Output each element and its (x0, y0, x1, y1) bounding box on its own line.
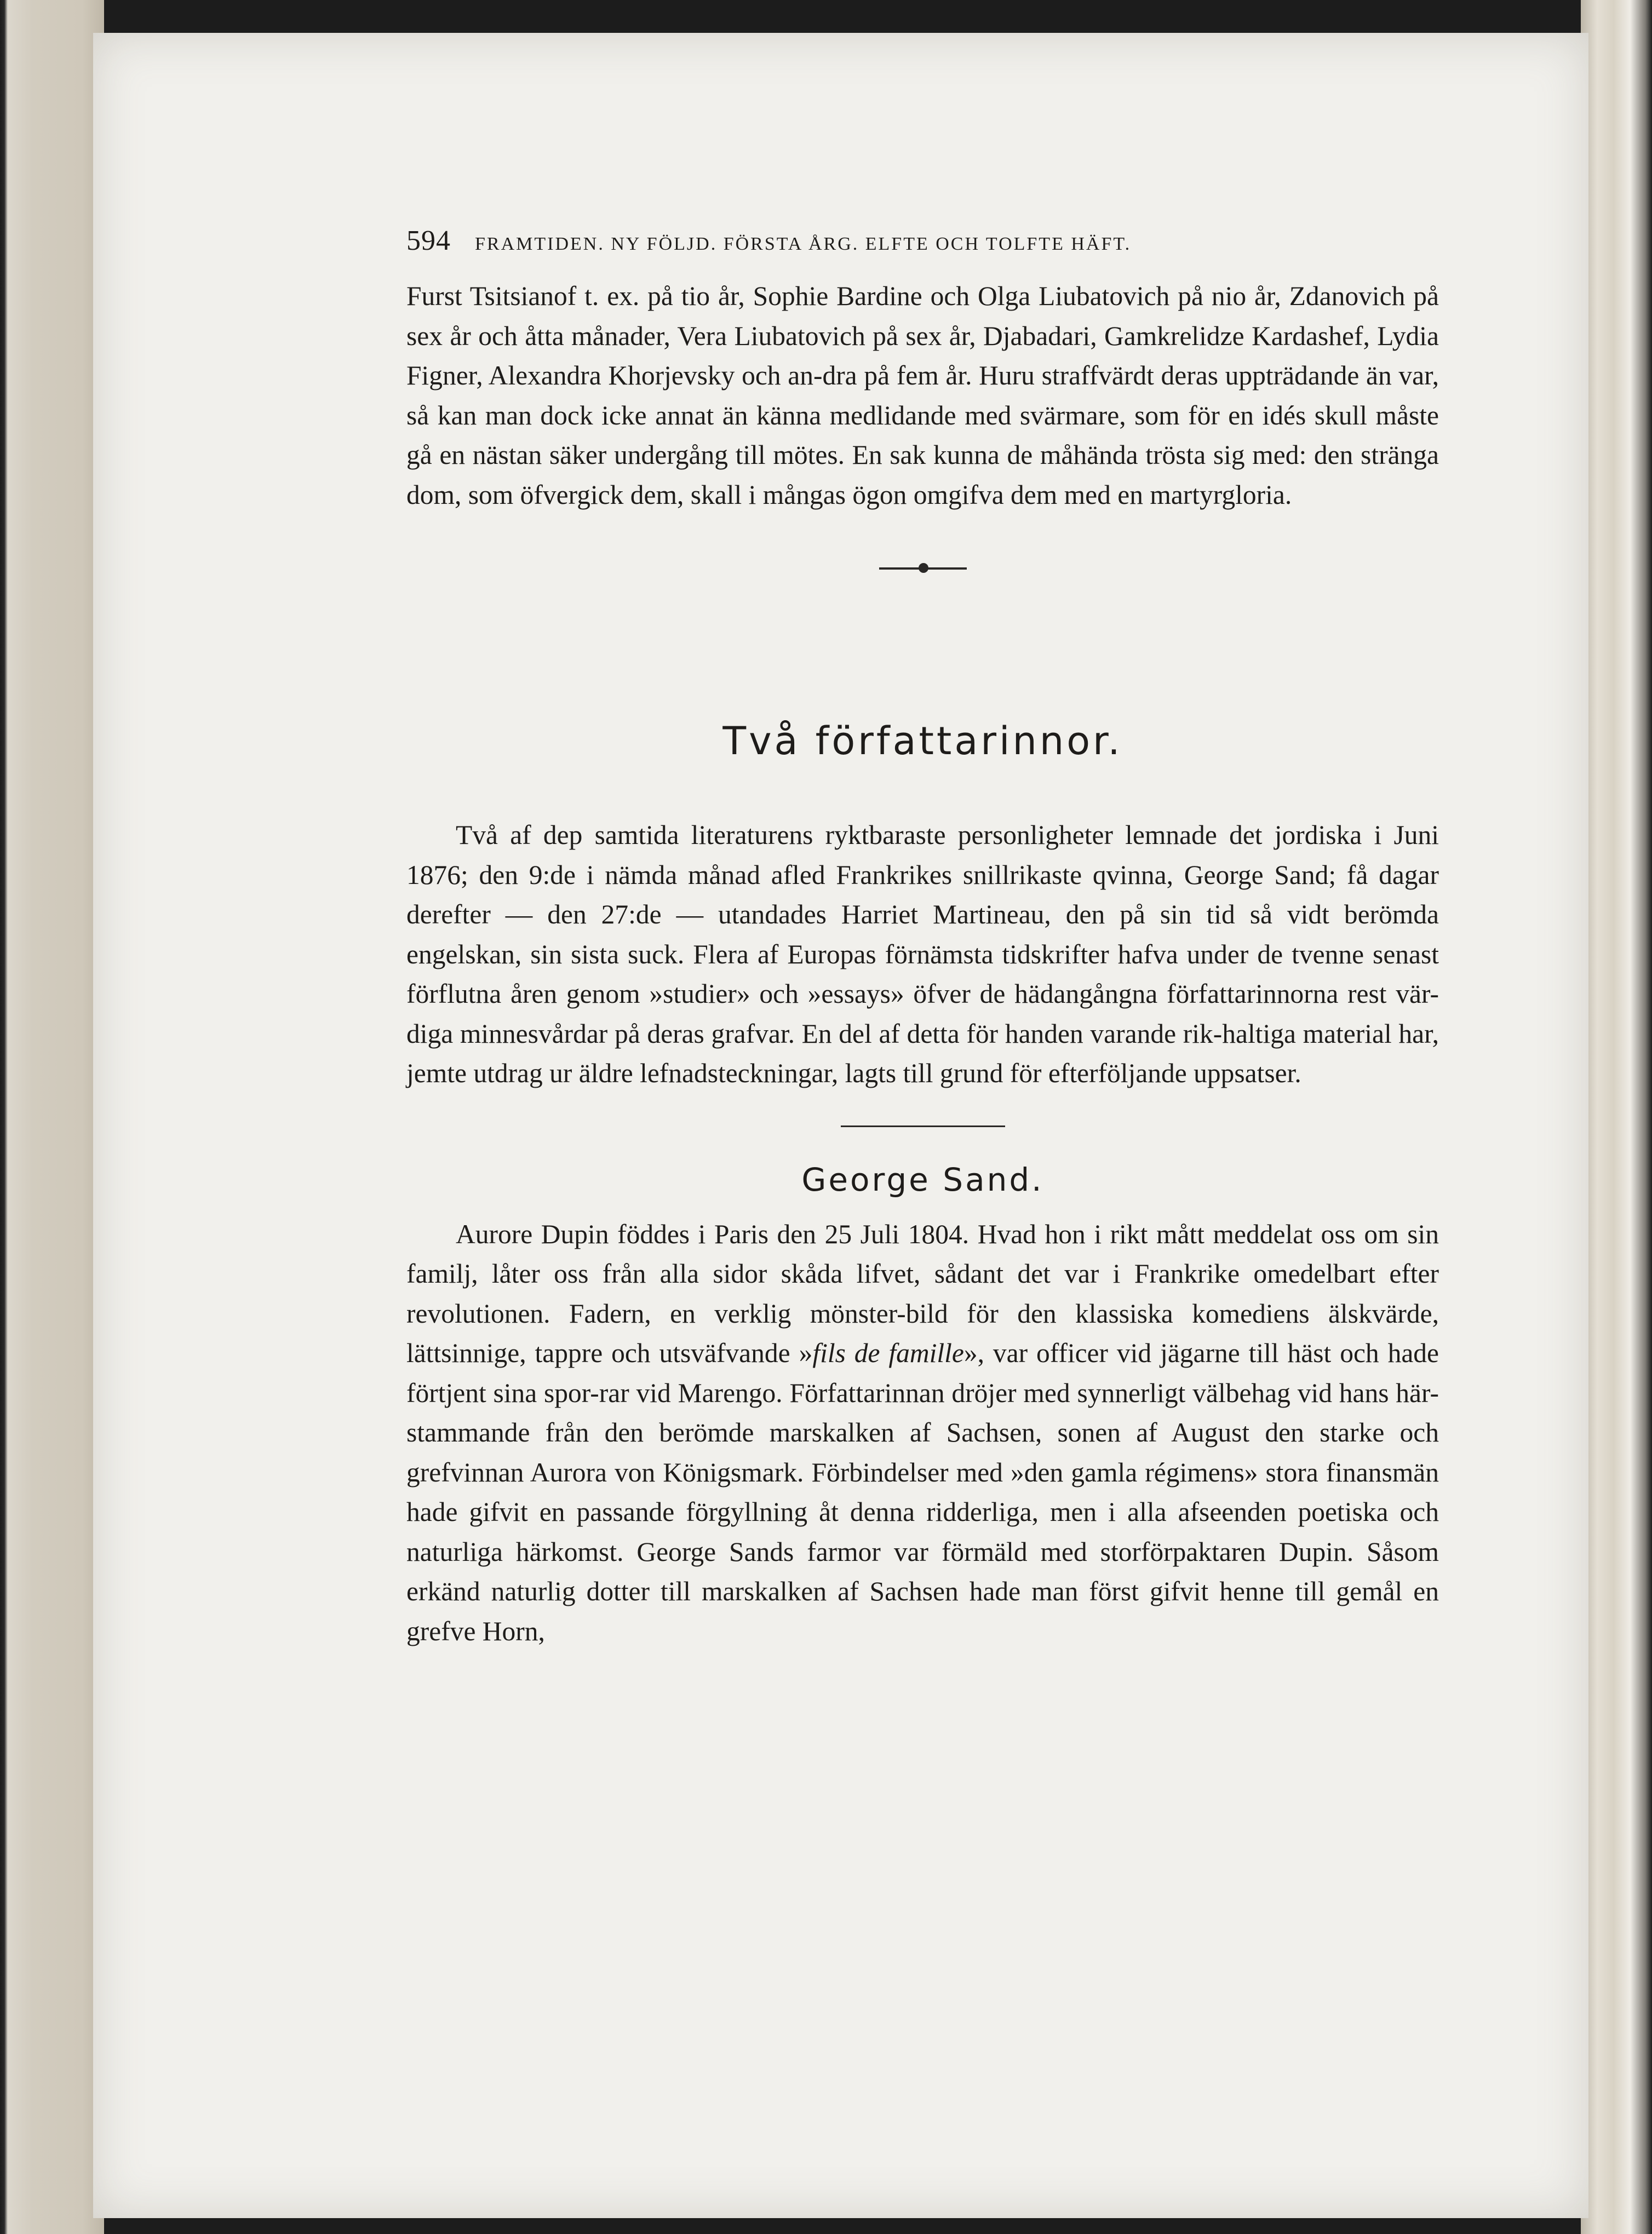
text-line: af Europas förnämsta tidskrifter hafva under de tvenne senast förflutna åren (406, 939, 1439, 1009)
text-line: var i Frankrike omedelbart efter revolutionen. Fadern, en verklig mönster- (406, 1259, 1439, 1329)
text-line: Aurore Dupin föddes i Paris den 25 Juli 1804. Hvad hon i rikt mått (456, 1219, 1204, 1249)
text-line: bild för den klassiska komediens älskvärde, lättsinnige, tappre och utsväfvande (406, 1298, 1439, 1368)
section-paragraph (406, 816, 1439, 1094)
text-line: haltiga material har, jemte utdrag ur äldre lefnadsteckningar, lagts till grund (406, 1018, 1439, 1088)
subsection-paragraph (406, 1215, 1439, 1652)
text-line: icke annat än känna medlidande med svärmare, som för en idés skull måste (601, 400, 1439, 430)
text-line: rar vid Marengo. Författarinnan dröjer med synnerligt välbehag vid hans här- (599, 1377, 1439, 1408)
section-divider (841, 1125, 1005, 1127)
subsection-title: George Sand. (801, 1161, 1044, 1198)
text-line: nio år, Zdanovich på sex år och åtta månader, Vera Liubatovich på sex år, (406, 281, 1439, 351)
text-line: för efterföljande uppsatser. (1009, 1058, 1301, 1088)
book-binding-edge (0, 0, 104, 2234)
text-line: gå en nästan säker undergång till mötes. En sak kunna de måhända trösta (406, 440, 1206, 470)
running-head-title: FRAMTIDEN. NY FÖLJD. FÖRSTA ÅRG. ELFTE OCH TOLFTE HÄFT. (475, 234, 1132, 254)
text-line: Martineau, den på sin tid så vidt berömda engelskan, sin sista suck. Flera (406, 899, 1439, 969)
text-line: men i alla afseenden poetiska och naturliga härkomst. George Sands farmor (406, 1497, 1439, 1567)
text-line: var förmäld med storförpaktaren Dupin. Såsom erkänd naturlig dotter till (406, 1536, 1439, 1606)
text-line: starke och grefvinnan Aurora von Königsmark. Förbindelser med »den gamla (406, 1417, 1439, 1488)
text-line: qvinna, George Sand; få dagar derefter — den 27:de — utandades Harriet (406, 859, 1439, 929)
text-line: marskalken af Sachsen hade man först gifvit henne till gemål en grefve Horn, (406, 1576, 1439, 1646)
italic-phrase: fils de famille (812, 1338, 964, 1368)
intro-paragraph (406, 277, 1439, 515)
text-line: dem med en martyrgloria. (1011, 479, 1292, 510)
text-line: Två af dep samtida literaturens ryktbaraste personligheter lemnade det (456, 820, 1263, 850)
text-line: genom »studier» och »essays» öfver de hädangångna författarinnorna rest vär- (566, 979, 1439, 1009)
text-line: Djabadari, Gamkrelidze Kardashef, Lydia Figner, Alexandra Khorjevsky och an- (406, 320, 1439, 390)
page-content (406, 225, 1439, 1651)
text-line: régimens» stora finansmän hade gifvit en passande förgyllning åt denna ridderliga, (406, 1457, 1439, 1527)
text-line: »fils de famille», var officer vid jägarne till häst och hade förtjent sina spor- (406, 1338, 1439, 1408)
page-number: 594 (406, 225, 451, 256)
text-line: meddelat oss om sin familj, låter oss från alla sidor skåda lifvet, sådant det (406, 1219, 1439, 1289)
text-line: sig med: den stränga dom, som öfvergick dem, skall i mångas ögon omgifva (406, 440, 1439, 510)
text-line: diga minnesvårdar på deras grafvar. En del af detta för handen varande rik- (406, 1018, 1223, 1049)
text-line: jordiska i Juni 1876; den 9:de i nämda månad afled Frankrikes snillrikaste (406, 820, 1439, 890)
running-head (406, 225, 1439, 257)
text-line: dra på fem år. Huru straffvärdt deras uppträdande än var, så kan man dock (406, 360, 1439, 430)
page-stack-edge (1581, 0, 1652, 2234)
section-title: Två författarinnor. (722, 719, 1123, 763)
section-ornament (879, 560, 967, 576)
text-line: stammande från den berömde marskalken af Sachsen, sonen af August den (406, 1417, 1304, 1448)
text-line: Furst Tsitsianof t. ex. på tio år, Sophie Bardine och Olga Liubatovich på (406, 281, 1203, 311)
